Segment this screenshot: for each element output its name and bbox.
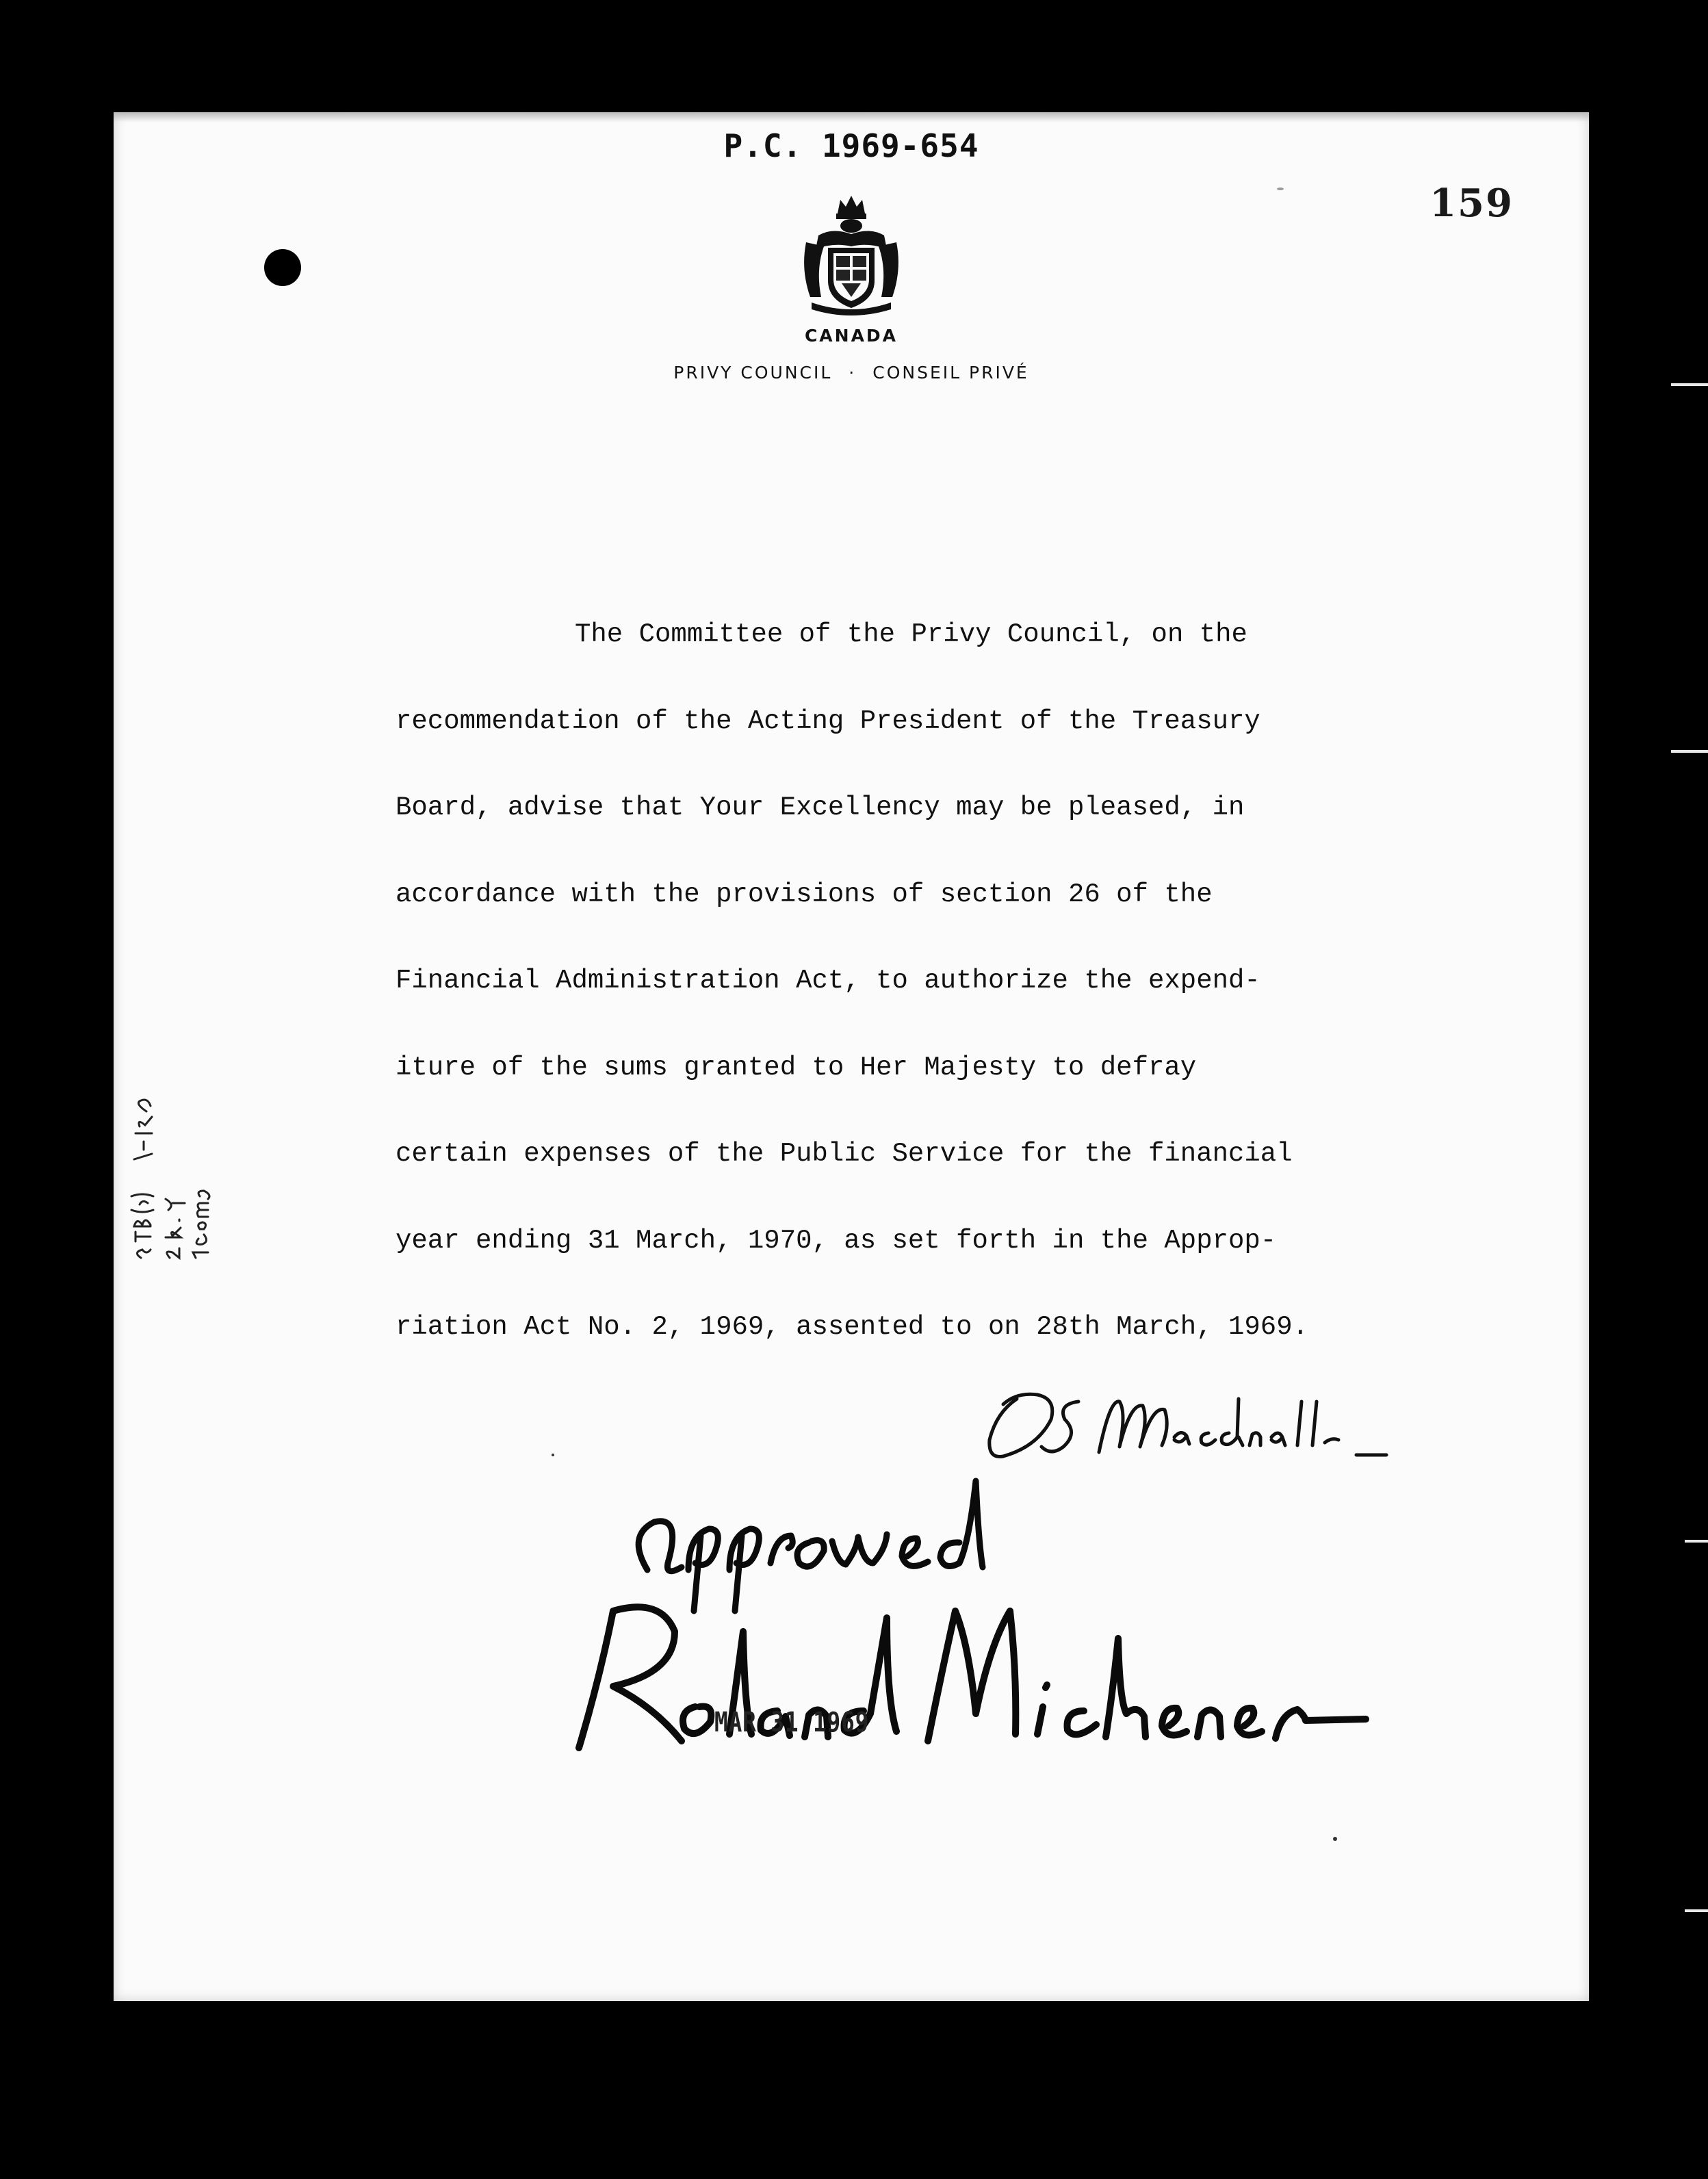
body-line: certain expenses of the Public Service for the financial xyxy=(396,1139,1293,1169)
date-stamp: MAR 31 1969 xyxy=(714,1707,870,1738)
coat-of-arms-icon xyxy=(798,194,905,316)
governor-general-signature xyxy=(558,1570,1380,1775)
council-heading xyxy=(114,363,1589,383)
body-line: Board, advise that Your Excellency may be pleased, in xyxy=(396,792,1245,823)
punch-hole xyxy=(264,249,301,286)
order-body-text xyxy=(396,591,1559,1371)
folio-number: 159 xyxy=(1429,181,1514,226)
council-separator: · xyxy=(849,363,857,383)
handwritten-margin-note xyxy=(127,1016,209,1262)
council-name-french: CONSEIL PRIVÉ xyxy=(872,363,1029,383)
page-edge-shadow xyxy=(114,112,1589,122)
document-page xyxy=(114,112,1589,2001)
body-line: The Committee of the Privy Council, on the xyxy=(575,619,1247,649)
body-line: year ending 31 March, 1970, as set forth in the Approp- xyxy=(396,1225,1277,1256)
scanner-edge-mark xyxy=(1685,1540,1708,1543)
scan-speck xyxy=(1277,188,1284,190)
margin-note-handwriting xyxy=(127,1016,209,1262)
body-line: recommendation of the Acting President of the Treasury xyxy=(396,706,1260,736)
order-in-council-number: P.C. 1969-654 xyxy=(723,127,979,164)
council-name-english: PRIVY COUNCIL xyxy=(673,363,833,383)
scan-speck xyxy=(1333,1837,1337,1841)
scan-speck xyxy=(552,1454,554,1456)
scanner-edge-mark xyxy=(1671,750,1708,753)
scanner-edge-mark xyxy=(1671,383,1708,386)
body-line: accordance with the provisions of section 26 of the xyxy=(396,879,1213,910)
scanner-edge-mark xyxy=(1685,1909,1708,1912)
minister-signature xyxy=(976,1371,1393,1474)
body-line: riation Act No. 2, 1969, assented to on 28th March, 1969. xyxy=(396,1312,1309,1342)
body-line: Financial Administration Act, to authorize the expend- xyxy=(396,966,1260,996)
body-line: iture of the sums granted to Her Majesty to defray xyxy=(396,1052,1197,1083)
country-heading: CANADA xyxy=(804,326,898,346)
